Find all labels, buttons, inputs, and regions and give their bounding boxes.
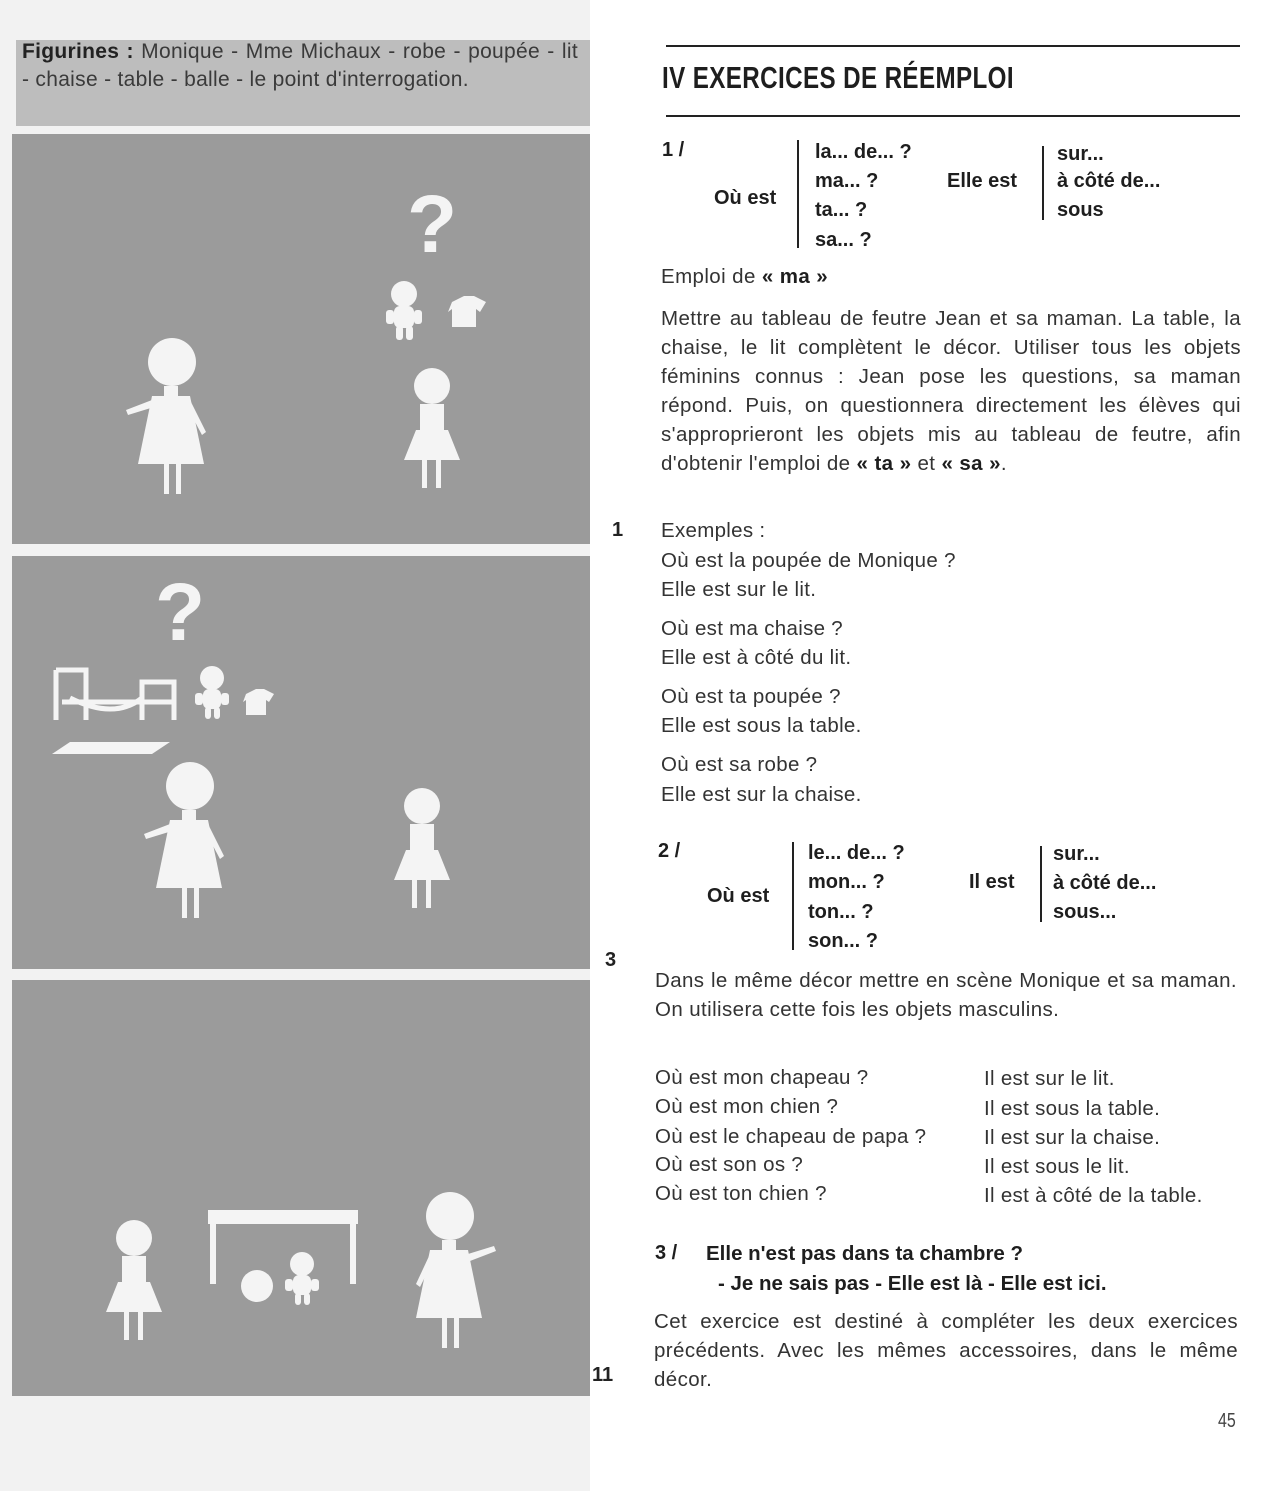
figurines-label: Figurines — [22, 40, 120, 63]
frame-3-drawing — [12, 980, 590, 1396]
table-icon — [208, 1210, 358, 1284]
bed-icon — [56, 670, 174, 720]
exercise-1-answer-option: à côté de... — [1057, 170, 1161, 192]
pair-question: Où est ton chien ? — [655, 1182, 827, 1205]
pair-answer: Il est sous la table. — [984, 1097, 1161, 1120]
exercise-3-line-1: Elle n'est pas dans ta chambre ? — [706, 1242, 1024, 1265]
example-answer: Elle est sur la chaise. — [661, 783, 862, 806]
exercise-3-number: 3 / — [655, 1242, 678, 1264]
pair-answer: Il est à côté de la table. — [984, 1184, 1203, 1207]
doll-icon — [195, 666, 229, 719]
example-answer: Elle est à côté du lit. — [661, 646, 852, 669]
title-rule-bottom — [666, 115, 1240, 117]
usage-prefix: Emploi de — [661, 265, 762, 288]
usage-heading — [661, 262, 828, 291]
example-question: Où est ma chaise ? — [661, 617, 844, 640]
page-number: 45 — [1218, 1410, 1236, 1432]
exercise-2-answer-option: sur... — [1053, 843, 1100, 865]
exercise-2-bar-left — [792, 842, 794, 950]
exercise-1-option: la... de... ? — [815, 141, 912, 163]
frame-1-drawing — [12, 134, 590, 544]
exercise-2-bar-right — [1040, 846, 1042, 922]
exercise-3-paragraph: Cet exercice est destiné à compléter les deux exercices précédents. Avec les mêmes accessoires, dans le même décor. — [654, 1310, 1238, 1391]
figurines-colon: : — [119, 40, 142, 63]
doll-icon — [285, 1252, 319, 1305]
exercise-1-paragraph-and: et — [911, 452, 942, 475]
exercise-2-option: son... ? — [808, 930, 878, 952]
exercise-2-paragraph: Dans le même décor mettre en scène Monique et sa maman. On utilisera cette fois les objets masculins. — [655, 969, 1237, 1021]
illustration-frame-3 — [12, 980, 590, 1396]
girl-figure — [404, 368, 460, 488]
rug-icon — [52, 742, 170, 754]
frame-number-1: 1 — [612, 519, 624, 541]
pair-answer: Il est sur le lit. — [984, 1067, 1115, 1090]
exercise-1-answer: Elle est — [947, 170, 1018, 192]
usage-word: « ma » — [761, 265, 829, 288]
pair-answer: Il est sous le lit. — [984, 1155, 1130, 1178]
exercise-2-number: 2 / — [658, 840, 681, 862]
figurines-caption — [22, 38, 578, 94]
example-answer: Elle est sur le lit. — [661, 578, 817, 601]
example-question: Où est la poupée de Monique ? — [661, 549, 956, 572]
exercise-1-number: 1 / — [662, 139, 685, 161]
pair-question: Où est son os ? — [655, 1153, 804, 1176]
frame-2-drawing — [12, 556, 590, 969]
mother-figure — [416, 1192, 496, 1348]
exercise-1-bar-left — [797, 140, 799, 248]
section-title: IV EXERCICES DE RÉEMPLOI — [662, 60, 1014, 95]
illustration-frame-1 — [12, 134, 590, 544]
question-mark-icon: ? — [154, 567, 206, 658]
mother-figure — [144, 762, 224, 918]
pair-answer: Il est sur la chaise. — [984, 1126, 1161, 1149]
exercise-1-paragraph — [661, 304, 1241, 478]
illustration-frame-2 — [12, 556, 590, 969]
examples-label: Exemples : — [661, 519, 766, 542]
exercise-2-answer-option: sous... — [1053, 901, 1117, 923]
exercise-2-answer-option: à côté de... — [1053, 872, 1157, 894]
exercise-1-option: ma... ? — [815, 170, 879, 192]
frame-number-3: 3 — [605, 949, 617, 971]
example-answer: Elle est sous la table. — [661, 714, 862, 737]
exercise-2-question: Où est — [707, 885, 770, 907]
girl-figure — [106, 1220, 162, 1340]
exercise-1-paragraph-end: . — [1000, 452, 1007, 475]
exercise-1-paragraph-ta: « ta » — [856, 452, 912, 475]
exercise-2-option: ton... ? — [808, 901, 874, 923]
mother-figure — [126, 338, 206, 494]
girl-figure — [394, 788, 450, 908]
exercise-1-option: ta... ? — [815, 199, 868, 221]
dress-icon — [243, 689, 274, 715]
exercise-2-option: le... de... ? — [808, 842, 905, 864]
question-mark-icon: ? — [406, 179, 458, 270]
dress-icon — [448, 296, 486, 327]
figurines-items: Monique - Mme Michaux - robe - poupée - lit - chaise - table - balle - le point d'interrogation. — [22, 40, 578, 91]
example-question: Où est sa robe ? — [661, 753, 818, 776]
pair-question: Où est mon chapeau ? — [655, 1066, 869, 1089]
ball-icon — [241, 1270, 273, 1302]
exercise-2-answer: Il est — [969, 871, 1015, 893]
pair-question: Où est le chapeau de papa ? — [655, 1125, 927, 1148]
exercise-1-answer-option: sous — [1057, 199, 1104, 221]
frame-number-11: 11 — [592, 1364, 614, 1386]
doll-icon — [386, 281, 422, 340]
exercise-1-question: Où est — [714, 187, 777, 209]
exercise-1-option: sa... ? — [815, 229, 872, 251]
exercise-1-paragraph-sa: « sa » — [941, 452, 1001, 475]
exercise-2-option: mon... ? — [808, 871, 885, 893]
exercise-3-line-2: - Je ne sais pas - Elle est là - Elle est ici. — [718, 1272, 1107, 1295]
exercise-1-bar-right — [1042, 146, 1044, 220]
example-question: Où est ta poupée ? — [661, 685, 841, 708]
title-rule-top — [666, 45, 1240, 47]
exercise-1-paragraph-main: Mettre au tableau de feutre Jean et sa maman. La table, la chaise, le lit complètent le décor. Utiliser tous les objets féminins connus : Jean pose les questions, sa maman répond. Puis, on questionnera directement les élèves qui s'approprieront les objets mis au tableau de feutre, afin d'obtenir l'emploi de — [661, 307, 1241, 475]
pair-question: Où est mon chien ? — [655, 1095, 839, 1118]
exercise-1-answer-option: sur... — [1057, 143, 1104, 165]
